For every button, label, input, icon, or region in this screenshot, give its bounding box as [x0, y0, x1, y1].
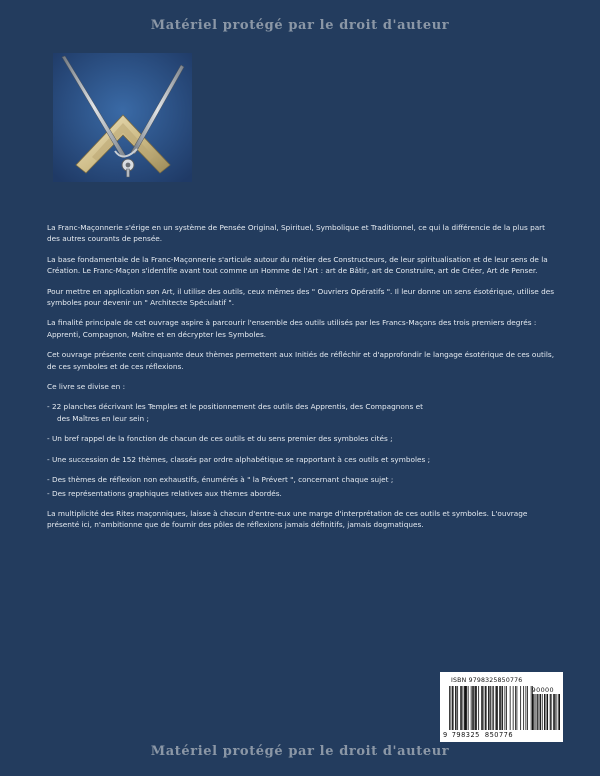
list-item-line: - 22 planches décrivant les Temples et le positionnement des outils des Apprentis, des Compagnons et: [47, 402, 423, 412]
paragraph-purpose: La finalité principale de cet ouvrage aspire à parcourir l'ensemble des outils utilisés par les Francs-Maçons des trois premiers degrés : Apprenti, Compagnon, Maître et en décrypter les Symboles.: [47, 318, 537, 339]
barcode-bars: [449, 686, 533, 730]
price-code: 90000: [531, 686, 554, 694]
paragraph-foundation: La base fondamentale de la Franc-Maçonnerie s'articule autour du métier des Constructeurs, de leur spiritualisation et de leur sens de la Création. Le Franc-Maçon s'identifie avant tout comme un Homme de l'Art : art de Bâtir, art de Construire, art de Créer, Art de Penser.: [47, 254, 548, 276]
cover-illustration: [53, 53, 192, 182]
barcode-digit-group: 798325: [451, 731, 480, 739]
list-item: [47, 401, 557, 424]
watermark-top: Matériel protégé par le droit d'auteur: [150, 18, 450, 33]
list-item: - Des représentations graphiques relatives aux thèmes abordés.: [47, 488, 282, 498]
list-item: - Un bref rappel de la fonction de chacun de ces outils et du sens premier des symboles cités ;: [47, 434, 393, 444]
list-item: - Une succession de 152 thèmes, classés par ordre alphabétique se rapportant à ces outils et symboles ;: [47, 454, 431, 464]
square-and-compasses-icon: [53, 53, 192, 182]
barcode-digit-lead: 9: [443, 731, 448, 739]
barcode-digit-group: 850776: [484, 731, 514, 739]
watermark-bottom: Matériel protégé par le droit d'auteur: [150, 744, 450, 759]
list-item-line: des Maîtres en leur sein ;: [57, 413, 149, 423]
isbn-label: ISBN 9798325850776: [451, 677, 523, 684]
paragraph-themes: Cet ouvrage présente cent cinquante deux thèmes permettent aux Initiés de réfléchir et d'approfondir le langage ésotérique de ces outils, de ces symboles et de ces réflexions.: [47, 350, 555, 371]
paragraph-divisions: Ce livre se divise en :: [47, 382, 126, 392]
back-cover-text: [47, 222, 557, 540]
paragraph-tools: Pour mettre en application son Art, il utilise des outils, ceux mêmes des " Ouvriers Opératifs ". Il leur donne un sens ésotérique, utilise des symboles pour devenir un " Architecte Spéculatif ".: [47, 286, 555, 308]
list-item: - Des thèmes de réflexion non exhaustifs, énumérés à " la Prévert ", concernant chaque sujet ;: [47, 475, 394, 485]
paragraph-closing: La multiplicité des Rites maçonniques, laisse à chacun d'entre-eux une marge d'interprétation de ces outils et symboles. L'ouvrage présenté ici, n'ambitionne que de fournir des pôles de réflexions jamais définitifs, jamais dogmatiques.: [47, 508, 528, 530]
isbn-barcode: [440, 672, 563, 742]
barcode-addon-bars: [532, 694, 560, 730]
paragraph-intro: La Franc-Maçonnerie s'érige en un système de Pensée Original, Spirituel, Symbolique et Traditionnel, ce qui la différencie de la plus part des autres courants de pensée.: [47, 223, 546, 244]
barcode-digits: [443, 731, 513, 739]
